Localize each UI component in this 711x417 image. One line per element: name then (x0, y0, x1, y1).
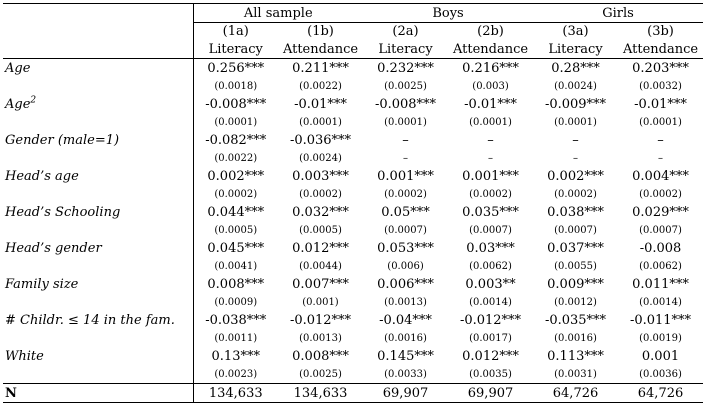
standard-error-cell: (0.0001) (554, 116, 597, 128)
coefficient-cell: -0.01*** (634, 96, 687, 112)
coefficient-cell: 0.008*** (207, 276, 265, 292)
standard-error-cell: (0.0011) (214, 332, 258, 344)
observations-cell: 64,726 (618, 384, 703, 403)
dependent-variable-label: Literacy (533, 40, 618, 59)
coefficient-cell: -0.009*** (544, 96, 607, 112)
model-label: (2a) (392, 24, 419, 39)
stub-cell (3, 257, 193, 275)
standard-error-cell: (0.0024) (299, 152, 342, 164)
coefficient-row (3, 131, 703, 149)
standard-error-cell: (0.0019) (639, 332, 682, 344)
standard-error-cell: (0.0033) (384, 368, 427, 380)
coefficient-cell: 0.012*** (292, 240, 349, 256)
coefficient-cell: -0.035*** (544, 312, 607, 328)
coefficient-cell: 0.029*** (632, 204, 689, 220)
variable-label: Family size (5, 276, 79, 292)
variable-name (3, 167, 193, 185)
stub-cell (3, 149, 193, 167)
variable-label: White (5, 348, 44, 364)
model-label: (1a) (222, 24, 249, 39)
stub-cell (3, 40, 193, 59)
coefficient-cell: 0.044*** (207, 204, 265, 220)
standard-error-cell: (0.0002) (554, 188, 597, 200)
standard-error-cell: – (658, 152, 664, 164)
standard-error-cell: (0.0016) (554, 332, 597, 344)
standard-error-cell: (0.0055) (554, 260, 597, 272)
standard-error-cell: (0.0044) (299, 260, 342, 272)
standard-error-cell: (0.0009) (214, 296, 258, 308)
group-header-girls: Girls (533, 4, 703, 23)
coefficient-cell: -0.011*** (629, 312, 692, 328)
dependent-variable-row (3, 40, 703, 59)
coefficient-cell: 0.003** (465, 276, 516, 292)
observations-cell: 134,633 (193, 384, 278, 403)
stub-cell (3, 185, 193, 203)
model-label: (3b) (647, 24, 674, 39)
coefficient-cell: 0.006*** (377, 276, 434, 292)
standard-error-cell: (0.0007) (384, 224, 427, 236)
variable-label: Head’s Schooling (5, 204, 121, 220)
coefficient-cell: -0.008*** (205, 96, 267, 112)
standard-error-cell: (0.0002) (214, 188, 258, 200)
standard-error-cell: (0.0002) (384, 188, 427, 200)
coefficient-cell: – (487, 132, 494, 148)
stub-cell (3, 23, 193, 41)
coefficient-cell: 0.13*** (211, 348, 260, 364)
coefficient-cell: -0.008 (639, 240, 682, 256)
standard-error-cell: (0.0001) (469, 116, 512, 128)
standard-error-cell: (0.0018) (214, 80, 258, 92)
standard-error-row (3, 365, 703, 384)
coefficient-cell: 0.203*** (632, 60, 689, 76)
standard-error-cell: (0.0014) (469, 296, 512, 308)
standard-error-cell: (0.0062) (639, 260, 682, 272)
coefficient-cell: -0.012*** (289, 312, 352, 328)
coefficient-cell: 0.001 (641, 348, 680, 364)
coefficient-cell: -0.01*** (294, 96, 347, 112)
standard-error-cell: (0.0025) (299, 368, 342, 380)
coefficient-cell: 0.211*** (292, 60, 349, 76)
standard-error-cell: (0.0025) (384, 80, 427, 92)
variable-name (3, 203, 193, 221)
variable-name (3, 311, 193, 329)
standard-error-row (3, 257, 703, 275)
standard-error-cell: – (573, 152, 579, 164)
model-label: (1b) (307, 24, 334, 39)
standard-error-cell: (0.0032) (639, 80, 682, 92)
variable-label: Gender (male=1) (5, 132, 120, 148)
coefficient-cell: 0.008*** (292, 348, 349, 364)
variable-label: Age (5, 60, 31, 76)
standard-error-cell: (0.001) (302, 296, 339, 308)
standard-error-row (3, 77, 703, 95)
coefficient-cell: 0.256*** (207, 60, 265, 76)
coefficient-cell: 0.037*** (547, 240, 604, 256)
coefficient-cell: 0.004*** (632, 168, 689, 184)
standard-error-row (3, 185, 703, 203)
standard-error-cell: (0.0005) (214, 224, 258, 236)
coefficient-cell: 0.003*** (292, 168, 349, 184)
standard-error-cell: (0.0007) (554, 224, 597, 236)
stub-cell (3, 221, 193, 239)
observations-cell: 64,726 (533, 384, 618, 403)
variable-label: # Childr. ≤ 14 in the fam. (5, 312, 175, 328)
coefficient-cell: 0.001*** (377, 168, 434, 184)
model-label: (3a) (562, 24, 589, 39)
coefficient-cell: – (402, 132, 409, 148)
stub-cell (3, 365, 193, 384)
coefficient-cell: 0.011*** (632, 276, 689, 292)
coefficient-cell: 0.038*** (547, 204, 604, 220)
variable-name (3, 131, 193, 149)
model-label: (2b) (477, 24, 504, 39)
coefficient-cell: 0.009*** (547, 276, 604, 292)
standard-error-row (3, 149, 703, 167)
coefficient-cell: 0.045*** (207, 240, 265, 256)
standard-error-row (3, 293, 703, 311)
standard-error-cell: (0.0001) (384, 116, 427, 128)
coefficient-cell: 0.007*** (292, 276, 349, 292)
standard-error-cell: (0.0001) (299, 116, 342, 128)
coefficient-cell: 0.05*** (381, 204, 430, 220)
standard-error-cell: (0.0013) (384, 296, 427, 308)
coefficient-cell: -0.012*** (459, 312, 522, 328)
standard-error-cell: (0.0002) (469, 188, 512, 200)
standard-error-cell: (0.003) (472, 80, 509, 92)
regression-table (3, 3, 703, 403)
variable-label: Head’s age (5, 168, 79, 184)
coefficient-cell: 0.28*** (551, 60, 600, 76)
standard-error-cell: (0.0017) (469, 332, 512, 344)
coefficient-cell: 0.001*** (462, 168, 519, 184)
coefficient-cell: -0.082*** (205, 132, 267, 148)
standard-error-cell: (0.0005) (299, 224, 342, 236)
coefficient-row (3, 167, 703, 185)
standard-error-cell: (0.0001) (639, 116, 682, 128)
variable-superscript: 2 (30, 95, 37, 106)
coefficient-cell: -0.01*** (464, 96, 517, 112)
coefficient-cell: 0.002*** (547, 168, 604, 184)
coefficient-cell: 0.053*** (377, 240, 434, 256)
standard-error-cell: – (403, 152, 409, 164)
coefficient-row (3, 275, 703, 293)
standard-error-cell: (0.0062) (469, 260, 512, 272)
group-header-all-sample: All sample (193, 4, 363, 23)
standard-error-cell: (0.0013) (299, 332, 342, 344)
standard-error-row (3, 329, 703, 347)
standard-error-cell: (0.0035) (469, 368, 512, 380)
coefficient-row (3, 347, 703, 365)
dependent-variable-label: Attendance (448, 40, 533, 59)
model-number-row (3, 23, 703, 41)
standard-error-cell: (0.006) (387, 260, 424, 272)
coefficient-cell: 0.113*** (547, 348, 604, 364)
standard-error-cell: (0.0023) (214, 368, 258, 380)
variable-label: Head’s gender (5, 240, 102, 256)
standard-error-row (3, 113, 703, 131)
dependent-variable-label: Attendance (278, 40, 363, 59)
standard-error-cell: (0.0012) (554, 296, 597, 308)
coefficient-cell: -0.008*** (374, 96, 437, 112)
stub-cell (3, 293, 193, 311)
standard-error-row (3, 221, 703, 239)
stub-cell (3, 77, 193, 95)
coefficient-row (3, 311, 703, 329)
observations-cell: 134,633 (278, 384, 363, 403)
coefficient-cell: -0.036*** (289, 132, 352, 148)
standard-error-cell: (0.0041) (214, 260, 258, 272)
dependent-variable-label: Literacy (193, 40, 278, 59)
standard-error-cell: (0.0036) (639, 368, 682, 380)
standard-error-cell: (0.0007) (469, 224, 512, 236)
coefficient-cell: 0.03*** (466, 240, 515, 256)
coefficient-cell: 0.145*** (377, 348, 434, 364)
observations-label: N (3, 384, 193, 403)
standard-error-cell: (0.0002) (299, 188, 342, 200)
variable-name (3, 239, 193, 257)
group-header-boys: Boys (363, 4, 533, 23)
coefficient-cell: 0.002*** (207, 168, 265, 184)
coefficient-cell: 0.216*** (462, 60, 519, 76)
coefficient-cell: – (572, 132, 579, 148)
standard-error-cell: (0.0002) (639, 188, 682, 200)
standard-error-cell: (0.0031) (554, 368, 597, 380)
variable-label: Age (5, 96, 31, 112)
coefficient-cell: – (657, 132, 664, 148)
coefficient-row (3, 95, 703, 113)
variable-name (3, 95, 193, 113)
coefficient-cell: -0.038*** (205, 312, 267, 328)
coefficient-cell: 0.012*** (462, 348, 519, 364)
dependent-variable-label: Attendance (618, 40, 703, 59)
observations-cell: 69,907 (363, 384, 448, 403)
coefficient-cell: 0.035*** (462, 204, 519, 220)
group-header-row (3, 4, 703, 23)
standard-error-cell: – (488, 152, 494, 164)
observations-row (3, 384, 703, 403)
stub-cell (3, 113, 193, 131)
variable-name (3, 347, 193, 365)
standard-error-cell: (0.0022) (299, 80, 342, 92)
coefficient-cell: -0.04*** (379, 312, 432, 328)
variable-name (3, 275, 193, 293)
standard-error-cell: (0.0022) (214, 152, 258, 164)
standard-error-cell: (0.0016) (384, 332, 427, 344)
dependent-variable-label: Literacy (363, 40, 448, 59)
standard-error-cell: (0.0014) (639, 296, 682, 308)
standard-error-cell: (0.0001) (214, 116, 258, 128)
coefficient-cell: 0.232*** (377, 60, 434, 76)
stub-header-cell (3, 4, 193, 23)
coefficient-row (3, 239, 703, 257)
coefficient-row (3, 203, 703, 221)
coefficient-cell: 0.032*** (292, 204, 349, 220)
coefficient-row (3, 59, 703, 78)
observations-cell: 69,907 (448, 384, 533, 403)
stub-cell (3, 329, 193, 347)
variable-name (3, 59, 193, 78)
standard-error-cell: (0.0024) (554, 80, 597, 92)
standard-error-cell: (0.0007) (639, 224, 682, 236)
